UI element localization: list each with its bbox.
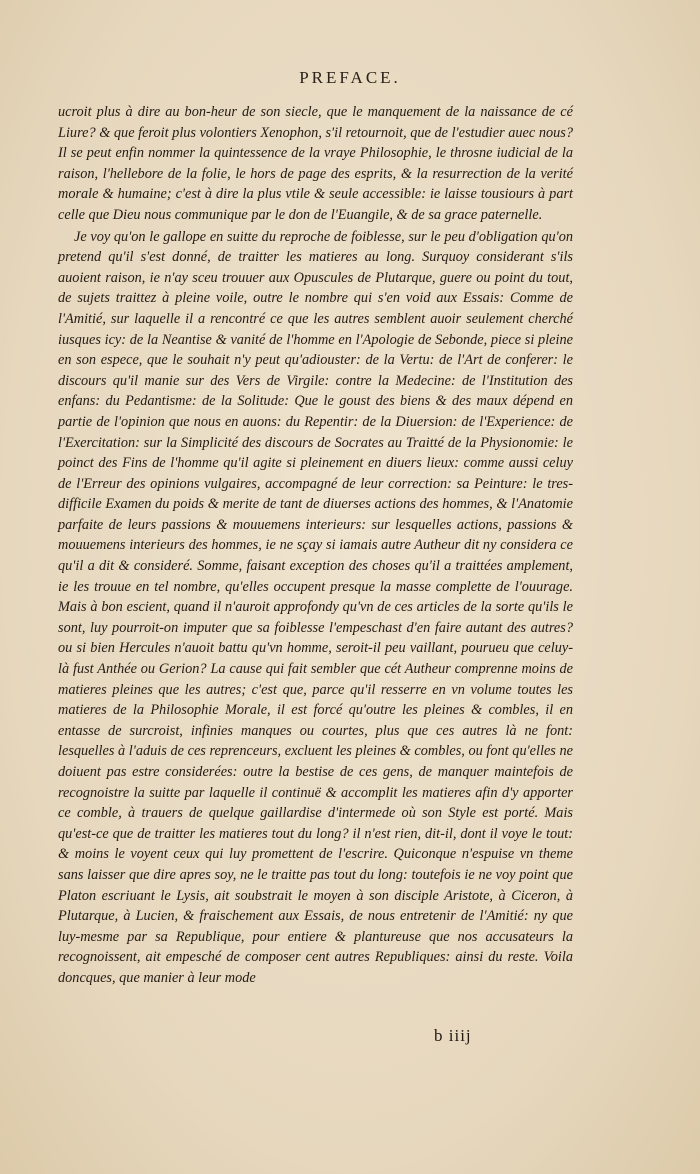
signature-mark: b iiij xyxy=(434,1026,472,1045)
body-text xyxy=(58,102,573,989)
paragraph-1: ucroit plus à dire au bon-heur de son siecle, que le manquement de la naissance de cé Liure? & que feroit plus volontiers Xenophon, s'il retournoit, que de l'estudier auec nous? Il se peut enfin nommer la quintessence de la vraye Philosophie, le throsne iudicial de la raison, l'hellebore de la folie, le hors de page des esprits, & la resurrection de la verité morale & humaine; c'est à dire la plus vtile & seule accessible: ie laisse tousiours à part celle que Dieu nous communique par le don de l'Euangile, & de sa grace paternelle. xyxy=(58,104,573,223)
running-head: PREFACE. xyxy=(299,68,401,87)
paragraph-2: Je voy qu'on le gallope en suitte du reproche de foiblesse, sur le peu d'obligation qu'on pretend qu'il s'est donné, de traitter les matieres au long. Surquoy considerant s'ils auoient raison, ie n'ay sceu trouuer aux Opuscules de Plutarque, guere ou point du tout, de sujets traittez à pleine voile, outre le nombre qui s'en void aux Essais: Comme de l'Amitié, sur laquelle il a rencontré ce que les autres semblent auoir seulement cherché iusques icy: de la Neantise & vanité de l'homme en l'Apologie de Sebonde, piece si pleine en son espece, que le souhait n'y peut qu'adiouster: de la Vertu: de l'Art de conferer: le discours qu'il manie sur des Vers de Virgile: contre la Medecine: de l'Institution des enfans: du Pedantisme: de la Solitude: Que le goust des biens & des maux dépend en partie de l'opinion que nous en auons: du Repentir: de la Diuersion: de l'Experience: de l'Exercitation: sur la Simplicité des discours de Socrates au Traitté de la Physionomie: le poinct des Fins de l'homme qu'il agite si pleinement en diuers lieux: comme aussi celuy de l'Erreur des opinions vulgaires, accompagné de leur correction: sa Peinture: le tres-difficile Examen du poids & merite de tant de diuerses actions des hommes, & l'Anatomie parfaite de leurs passions & mouuemens interieurs: sur lesquelles actions, passions & mouuemens interieurs des hommes, ie ne sçay si iamais autre Autheur dit ny considera ce qu'il a dit & consideré. Somme, faisant exception des choses qu'il a traittées amplement, ie les trouue en tel nombre, qu'elles occupent presque la masse complette de l'ouurage. Mais à bon escient, quand il n'auroit approfondy qu'vn de ces articles de la sorte qu'ils le sont, luy pourroit-on imputer que sa foiblesse l'empeschast d'en faire autant des autres? ou si bien Hercules n'auoit battu qu'vn homme, seroit-il peu vaillant, pourueu que celuy-là fust Anthée ou Gerion? La cause qui fait sembler que cét Autheur comprenne moins de matieres pleines que les autres; c'est que, parce qu'il resserre en vn volume toutes les matieres de la Philosophie Morale, il est forcé qu'outre les pleines & combles, il en entasse de surcroist, infinies manques ou courtes, plus que ces autres là ne font: lesquelles à l'aduis de ces reprenceurs, excluent les pleines & combles, ou font qu'elles ne doiuent pas estre considerées: outre la bestise de ces gens, de manquer maintefois de recognoistre la suitte par laquelle il continuë & accomplit les matieres afin d'y apporter ce comble, à trauers de quelque gaillardise d'intermede où son Style est porté. Mais qu'est-ce que de traitter les matieres tout du long? il n'est rien, dit-il, dont il voye le tout: & moins le voyent ceux qui luy promettent de l'escrire. Quiconque n'espuise vn theme sans laisser que dire apres soy, ne le traitte pas tout du long: toutefois ie ne voy point que Platon escriuant le Lysis, ait soubstrait le moyen à son disciple Aristote, à Ciceron, à Plutarque, à Lucien, & fraischement aux Essais, de nous entretenir de l'Amitié: ny que luy-mesme par sa Republique, pour entiere & plantureuse que nos accusateurs la recognoissent, ait empesché de composer cent autres Republiques: ainsi du reste. Voila doncques, que manier à leur mode xyxy=(58,228,573,986)
